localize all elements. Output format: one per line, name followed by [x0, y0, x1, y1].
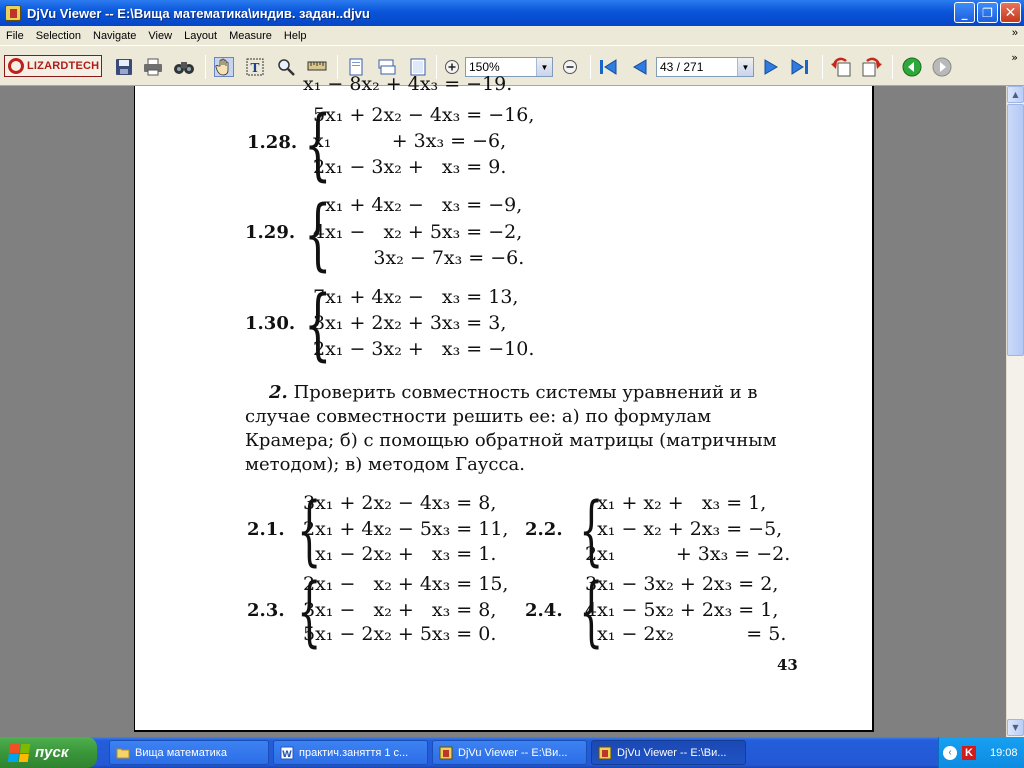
equation-line: 4x₁ − x₂ + 5x₃ = −2,: [313, 221, 523, 243]
tray-expand-icon[interactable]: ‹: [943, 746, 957, 760]
taskbar-item-folder[interactable]: [109, 740, 269, 765]
task-label: DjVu Viewer -- E:\Ви...: [458, 746, 568, 759]
equation-line: 7x₁ + 4x₂ − x₃ = 13,: [313, 286, 519, 308]
equation-line: 3x₁ − x₂ + x₃ = 8,: [303, 599, 497, 621]
binoculars-icon: [173, 58, 195, 76]
next-page-button[interactable]: [761, 57, 781, 77]
equation-line: 2x₁ − 3x₂ + x₃ = −10.: [313, 338, 535, 360]
menu-measure[interactable]: Measure: [229, 29, 272, 42]
problem-label: 2.2.: [525, 519, 563, 540]
equation-line: x₁ − 2x₂ = 5.: [585, 623, 787, 645]
magnifier-icon: [277, 58, 295, 76]
equation-line: 3x₁ + 2x₂ − 4x₃ = 8,: [303, 492, 497, 514]
hand-icon: [215, 58, 233, 76]
folder-icon: [116, 746, 130, 760]
page-value: 43 / 271: [660, 60, 704, 74]
chevron-down-icon[interactable]: ▼: [737, 58, 753, 76]
task-label: Вища математика: [135, 746, 227, 759]
taskbar-item-word[interactable]: [273, 740, 428, 765]
last-page-icon: [790, 58, 810, 76]
task-2-paragraph: [245, 381, 805, 477]
svg-text:T: T: [250, 61, 260, 75]
zoom-out-icon: [562, 59, 578, 75]
djvu-page: [134, 73, 874, 732]
page-number: 43: [777, 656, 798, 674]
menu-navigate[interactable]: Navigate: [93, 29, 137, 42]
save-icon: [115, 58, 133, 76]
scroll-thumb[interactable]: [1007, 104, 1024, 356]
system-brace: {: [304, 100, 332, 190]
system-tray: [938, 737, 1024, 768]
next-page-icon: [762, 58, 780, 76]
toolbar-separator: [822, 55, 823, 79]
menu-view[interactable]: View: [148, 29, 173, 42]
equation-line: 5x₁ + 2x₂ − 4x₃ = −16,: [313, 104, 535, 126]
toolbar-separator: [205, 55, 206, 79]
taskbar-item-djvu-2[interactable]: [591, 740, 746, 765]
print-button[interactable]: [143, 57, 163, 77]
menu-overflow-chevron[interactable]: »: [1011, 27, 1018, 39]
rotate-right-button[interactable]: [862, 57, 882, 77]
rotate-left-button[interactable]: [831, 57, 851, 77]
maximize-button[interactable]: ❐: [977, 2, 998, 23]
antivirus-icon[interactable]: K: [962, 746, 976, 760]
menu-bar: [0, 26, 1024, 45]
find-button[interactable]: [174, 57, 194, 77]
task-label: DjVu Viewer -- E:\Ви...: [617, 746, 727, 759]
forward-button[interactable]: [932, 57, 952, 77]
equation-line: x₁ − 2x₂ + x₃ = 1.: [303, 543, 497, 565]
taskbar: [0, 737, 1024, 768]
back-icon: [902, 57, 922, 77]
zoom-tool-button[interactable]: [276, 57, 296, 77]
djvu-app-icon: [5, 5, 21, 21]
equation-line: 3x₁ − 3x₂ + 2x₃ = 2,: [585, 573, 779, 595]
previous-page-icon: [631, 58, 649, 76]
task-2-text: Проверить совместность системы уравнений и в случае совместности решить ее: а) по формулам Крамера; б) с помощью обратной матрицы (матричным методом); в) методом Гаусса.: [245, 382, 777, 475]
lizardtech-logo-icon: [8, 58, 24, 74]
toolbar-overflow-chevron[interactable]: »: [1011, 51, 1018, 64]
rotate-right-icon: [861, 57, 883, 77]
system-brace: {: [579, 566, 604, 655]
start-label: пуск: [35, 744, 69, 761]
window-controls: [954, 2, 1021, 23]
problem-label: 1.28.: [247, 132, 298, 153]
cut-equation-line: x₁ − 8x₂ + 4x₃ = −19.: [303, 73, 513, 95]
task-2-number: 2.: [269, 382, 288, 403]
zoom-out-button[interactable]: [560, 57, 580, 77]
menu-help[interactable]: Help: [283, 29, 307, 42]
word-document-icon: [280, 746, 294, 760]
svg-text:W: W: [282, 749, 292, 760]
rotate-left-icon: [830, 57, 852, 77]
scroll-down-button[interactable]: ▼: [1007, 719, 1024, 736]
first-page-icon: [598, 58, 618, 76]
save-button[interactable]: [114, 57, 134, 77]
equation-line: 4x₁ − 5x₂ + 2x₃ = 1,: [585, 599, 779, 621]
system-brace: {: [304, 280, 332, 370]
problem-label: 2.3.: [247, 600, 285, 621]
equation-line: x₁ − x₂ + 2x₃ = −5,: [585, 518, 783, 540]
equation-line: 5x₁ − 2x₂ + 5x₃ = 0.: [303, 623, 497, 645]
scroll-up-button[interactable]: ▲: [1007, 86, 1024, 103]
back-button[interactable]: [902, 57, 922, 77]
forward-icon: [932, 57, 952, 77]
problem-label: 2.1.: [247, 519, 285, 540]
system-brace: {: [579, 485, 604, 574]
equation-line: 2x₁ + 4x₂ − 5x₃ = 11,: [303, 518, 509, 540]
menu-file[interactable]: File: [6, 29, 24, 42]
title-bar: [0, 0, 1024, 26]
first-page-button[interactable]: [598, 57, 618, 77]
equation-line: 2x₁ − x₂ + 4x₃ = 15,: [303, 573, 509, 595]
zoom-value: 150%: [469, 60, 500, 74]
window-title: DjVu Viewer -- E:\Вища математика\индив. задан..djvu: [27, 5, 370, 21]
toolbar-separator: [590, 55, 591, 79]
previous-page-button[interactable]: [630, 57, 650, 77]
system-brace: {: [304, 190, 332, 280]
text-select-icon: [246, 58, 264, 76]
text-select-button[interactable]: [245, 57, 265, 77]
system-brace: {: [297, 566, 322, 655]
clock[interactable]: 19:08: [990, 746, 1018, 759]
djvu-icon: [598, 746, 612, 760]
equation-line: 2x₁ − 3x₂ + x₃ = 9.: [313, 156, 507, 178]
equation-line: x₁ + 4x₂ − x₃ = −9,: [313, 194, 523, 216]
chevron-down-icon[interactable]: ▼: [536, 58, 552, 76]
menu-selection[interactable]: Selection: [35, 29, 81, 42]
djvu-icon: [439, 746, 453, 760]
equation-line: 2x₁ + 3x₃ = −2.: [585, 543, 791, 565]
close-button[interactable]: ✕: [1000, 2, 1021, 23]
taskbar-item-djvu-1[interactable]: [432, 740, 587, 765]
printer-icon: [143, 58, 163, 76]
problem-label: 2.4.: [525, 600, 563, 621]
system-brace: {: [297, 485, 322, 574]
last-page-button[interactable]: [790, 57, 810, 77]
vertical-scrollbar[interactable]: [1006, 86, 1024, 737]
hand-tool-button[interactable]: [214, 57, 234, 77]
equation-line: x₁ + 3x₃ = −6,: [313, 130, 507, 152]
page-select[interactable]: [656, 57, 754, 77]
toolbar-separator: [892, 55, 893, 79]
menu-layout[interactable]: Layout: [184, 29, 218, 42]
lizardtech-logo[interactable]: [4, 55, 102, 77]
logo-text: LIZARDTECH: [27, 60, 100, 72]
equation-line: 3x₂ − 7x₃ = −6.: [313, 247, 525, 269]
problem-label: 1.30.: [245, 313, 296, 334]
problem-label: 1.29.: [245, 222, 296, 243]
windows-logo-icon: [8, 744, 31, 762]
equation-line: 3x₁ + 2x₂ + 3x₃ = 3,: [313, 312, 507, 334]
task-label: практич.заняття 1 с...: [299, 746, 409, 759]
start-button[interactable]: [0, 737, 97, 768]
document-area[interactable]: [0, 73, 1006, 737]
minimize-button[interactable]: _: [954, 2, 975, 23]
equation-line: x₁ + x₂ + x₃ = 1,: [585, 492, 767, 514]
